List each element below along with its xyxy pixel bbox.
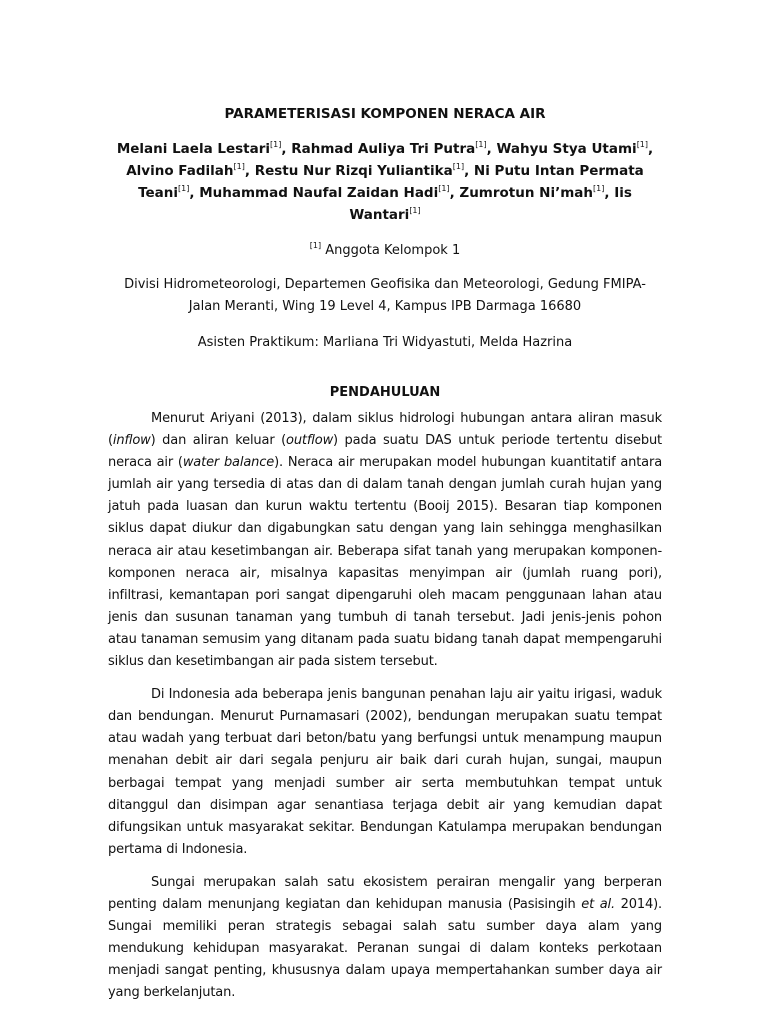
section-heading: PENDAHULUAN — [329, 385, 441, 400]
author-name: Alvino Fadilah — [126, 163, 234, 179]
italic-term: water balance — [182, 455, 275, 471]
author-name: Zumrotun Ni’mah — [459, 185, 594, 201]
affiliation-mark: [1] — [309, 241, 322, 250]
author-affiliation-mark: [1] — [270, 140, 282, 149]
author-affiliation-mark: [1] — [452, 162, 465, 171]
document-page — [108, 104, 662, 1015]
author-affiliation-mark: [1] — [233, 162, 245, 171]
author-affiliation-mark: [1] — [475, 140, 487, 149]
author-list — [108, 138, 662, 226]
italic-term: inflow — [112, 433, 151, 449]
text-run: ) pada suatu DAS untuk periode tertentu disebut neraca air ( — [108, 433, 662, 471]
author-separator: , — [604, 185, 615, 201]
author-name: Restu Nur Rizqi Yuliantika — [254, 163, 453, 179]
text-run: Sungai merupakan salah satu ekosistem perairan mengalir yang berperan penting dalam menunjang kegiatan dan kehidupan manusia (Pasisingih — [108, 874, 662, 912]
author-name: Wahyu Stya Utami — [496, 141, 637, 157]
paragraph — [108, 684, 662, 861]
body-text — [108, 408, 662, 1004]
institution-address: Divisi Hidrometeorologi, Departemen Geofisika dan Meteorologi, Gedung FMIPA-Jalan Meranti, Wing 19 Level 4, Kampus IPB Darmaga 16680 — [124, 277, 646, 314]
author-name: Rahmad Auliya Tri Putra — [291, 141, 476, 157]
author-affiliation-mark: [1] — [409, 206, 421, 215]
paragraph — [108, 872, 662, 1005]
italic-term: outflow — [286, 433, 334, 449]
paragraph — [108, 408, 662, 673]
document-title: PARAMETERISASI KOMPONEN NERACA AIR — [224, 106, 546, 122]
author-separator: , — [449, 185, 460, 201]
author-name: Melani Laela Lestari — [116, 141, 271, 157]
assistant-line: Asisten Praktikum: Marliana Tri Widyastuti, Melda Hazrina — [197, 335, 573, 350]
italic-term: et al. — [581, 896, 615, 912]
author-separator: , — [464, 163, 474, 179]
author-affiliation-mark: [1] — [178, 184, 190, 193]
author-name: Ni Putu Intan Permata Teani — [138, 163, 644, 201]
affiliation — [108, 240, 662, 261]
affiliation-text: Anggota Kelompok 1 — [321, 243, 461, 258]
author-name: Iis Wantari — [349, 185, 632, 223]
author-name: Muhammad Naufal Zaidan Hadi — [199, 185, 439, 201]
author-affiliation-mark: [1] — [438, 184, 450, 193]
text-run: 2014). Sungai memiliki peran strategis sebagai salah satu sumber daya alam yang mendukung kehidupan masyarakat. Peranan sungai di dalam konteks perkotaan menjadi sangat penting, khususnya dalam upaya mempertahankan sumber daya air yang berkelanjutan. — [108, 896, 662, 1001]
author-separator: , — [281, 141, 292, 157]
text-run: ) dan aliran keluar ( — [150, 433, 287, 449]
author-separator: , — [486, 141, 497, 157]
author-affiliation-mark: [1] — [636, 140, 649, 149]
text-run: ). Neraca air merupakan model hubungan kuantitatif antara jumlah air yang tersedia di atas dan di dalam tanah dengan jumlah curah hujan yang jatuh pada luasan dan kurun waktu tertentu (Booij 2015). Besaran tiap komponen siklus dapat diukur dan digabungkan satu dengan yang lain sehingga menghasilkan neraca air atau kesetimbangan air. Beberapa sifat tanah yang merupakan komponen-komponen neraca air, misalnya kapasitas menyimpan air (jumlah ruang pori), infiltrasi, kemantapan pori sangat dipengaruhi oleh macam penggunaan lahan atau jenis dan susunan tanaman yang tumbuh di tanah tersebut. Jadi jenis-jenis pohon atau tanaman semusim yang ditanam pada suatu bidang tanah dapat mempengaruhi siklus dan kesetimbangan air pada sistem tersebut. — [108, 455, 663, 670]
author-separator: , — [189, 185, 200, 201]
author-separator: , — [244, 163, 255, 179]
author-affiliation-mark: [1] — [593, 184, 605, 193]
text-run: Di Indonesia ada beberapa jenis bangunan penahan laju air yaitu irigasi, waduk dan bendungan. Menurut Purnamasari (2002), bendungan merupakan suatu tempat atau wadah yang terbuat dari beton/batu yang berfungsi untuk menampung maupun menahan debit air dari segala penjuru air baik dari curah hujan, sungai, maupun berbagai tempat yang menjadi sumber air serta membutuhkan tempat untuk ditanggul dan disimpan agar senantiasa terjaga debit air yang kemudian dapat difungsikan untuk masyarakat sekitar. Bendungan Katulampa merupakan bendungan pertama di Indonesia. — [108, 687, 662, 857]
author-separator: , — [648, 141, 654, 157]
text-run: Menurut Ariyani (2013), dalam siklus hidrologi hubungan antara aliran masuk ( — [108, 411, 662, 449]
